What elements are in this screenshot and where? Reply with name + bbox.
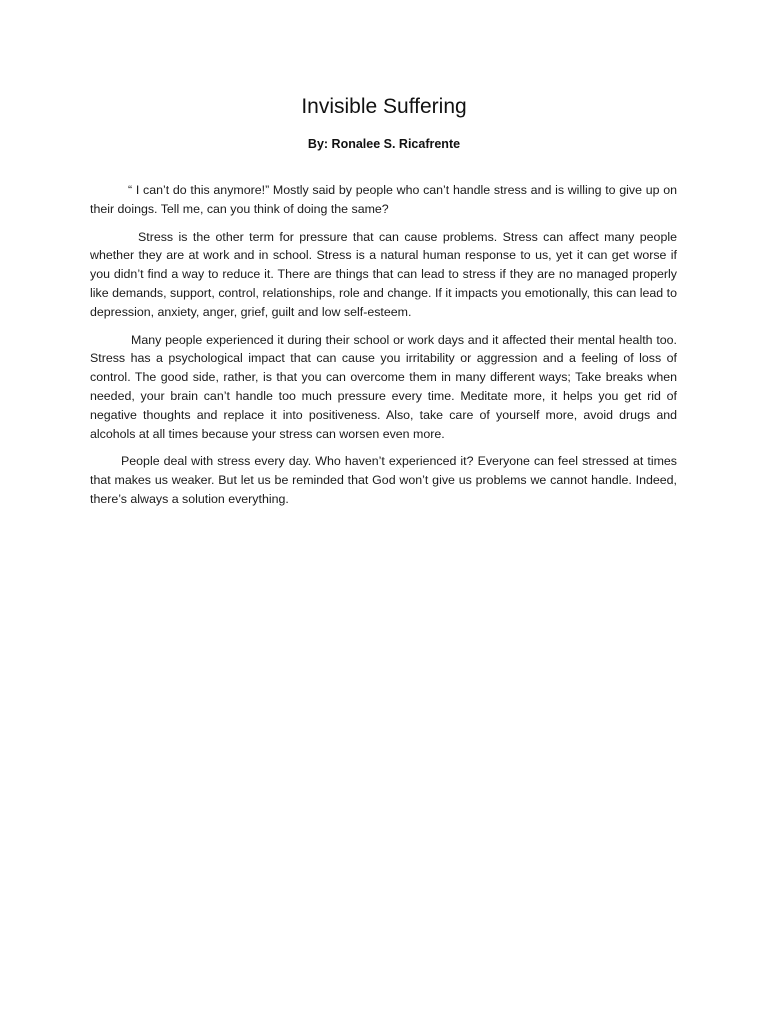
paragraph-4: People deal with stress every day. Who haven’t experienced it? Everyone can feel stressed at times that makes us weaker. But let us be reminded that God won’t give us problems we cannot handle. Indeed, there’s always a solution everything. bbox=[90, 454, 677, 506]
paragraph-1: “ I can’t do this anymore!” Mostly said by people who can’t handle stress and is willing to give up on their doings. Tell me, can you think of doing the same? bbox=[90, 183, 677, 216]
paragraph-2: Stress is the other term for pressure that can cause problems. Stress can affect many people whether they are at work and in school. Stress is a natural human response to us, yet it can get worse if you didn’t find a way to reduce it. There are things that can lead to stress if they are no managed properly like demands, support, control, relationships, role and change. If it impacts you emotionally, this can lead to depression, anxiety, anger, grief, guilt and low self-esteem. bbox=[90, 229, 677, 319]
document-title: Invisible Suffering bbox=[301, 95, 467, 118]
document-body bbox=[90, 181, 677, 518]
paragraph-3: Many people experienced it during their school or work days and it affected their mental health too. Stress has a psychological impact that can cause you irritability or aggression and a feeling of loss of control. The good side, rather, is that you can overcome them in many different ways; Take breaks when needed, your brain can’t handle too much pressure every time. Meditate more, it helps you get rid of negative thoughts and replace it into positiveness. Also, take care of yourself more, avoid drugs and alcohols at all times because your stress can worsen even more. bbox=[90, 332, 677, 441]
document-author: By: Ronalee S. Ricafrente bbox=[307, 137, 461, 151]
